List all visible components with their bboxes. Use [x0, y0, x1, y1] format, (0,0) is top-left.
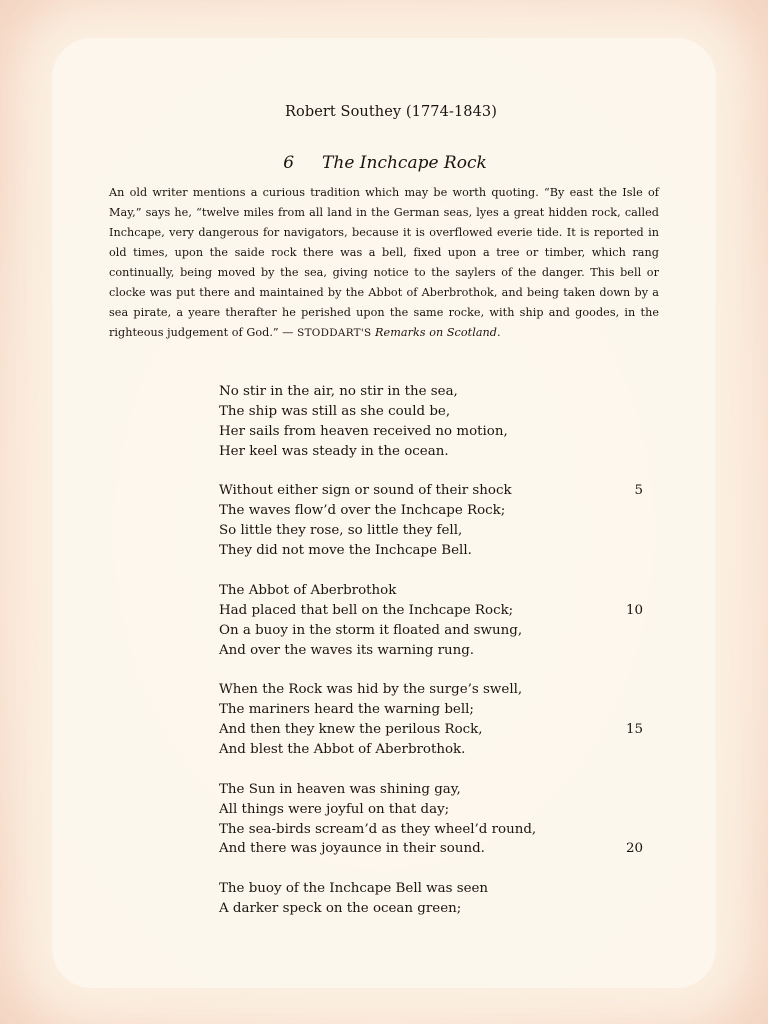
poem-line-text: The waves flow’d over the Inchcape Rock;	[219, 503, 506, 519]
stanza-gap	[219, 561, 645, 581]
line-number: 15	[625, 722, 643, 738]
poem-line	[219, 382, 645, 402]
author-heading: Robert Southey (1774-1843)	[284, 104, 498, 120]
poem-line	[219, 641, 645, 661]
poem-line	[219, 541, 645, 561]
poem-line-text: Her keel was steady in the ocean.	[219, 443, 449, 459]
poem-line	[219, 720, 645, 740]
poem-line	[219, 839, 645, 859]
poem-line	[219, 501, 645, 521]
stanza-gap	[219, 859, 645, 879]
poem-line-text: So little they rose, so little they fell,	[219, 523, 463, 539]
poem-line	[219, 581, 645, 601]
poem-line	[219, 422, 645, 442]
poem-line	[219, 780, 645, 800]
poem-line	[219, 800, 645, 820]
poem-line	[219, 740, 645, 760]
poem-line	[219, 820, 645, 840]
poem-line-text: And blest the Abbot of Aberbrothok.	[219, 742, 466, 758]
stanza-gap	[219, 760, 645, 780]
poem-line-text: Had placed that bell on the Inchcape Rock;	[219, 602, 514, 618]
poem-line	[219, 879, 645, 899]
poem-number: 6	[283, 153, 295, 173]
poem-line-text: On a buoy in the storm it floated and swung,	[219, 622, 523, 638]
poem-line	[219, 402, 645, 422]
poem-line	[219, 521, 645, 541]
line-number: 10	[625, 602, 643, 618]
line-number: 5	[634, 483, 643, 499]
stanza-gap	[219, 660, 645, 680]
intro-dash: —	[278, 326, 298, 339]
poem-body	[219, 382, 645, 919]
poem-line-text: The Sun in heaven was shining gay,	[219, 781, 461, 797]
poem-line-text: No stir in the air, no stir in the sea,	[219, 384, 458, 399]
poem-line	[219, 680, 645, 700]
intro-text: An old writer mentions a curious tradition which may be worth quoting. “By east the Isle of May,” says he, “twelve miles from all land in the German seas, lyes a great hidden rock, called Inchcape, very dangerous for navigators, because it is overflowed everie tide. It is reported in old times, upon the saide rock there was a bell, fixed upon a tree or timber, which rang continually, being moved by the sea, giving notice to the saylers of the danger. This bell or clocke was put there and maintained by the Abbot of Aberbrothok, and being taken down by a sea pirate, a yeare therafter he perished upon the same rocke, with ship and goodes, in the righteous judgement of God.”	[109, 186, 659, 339]
intro-work-title: Remarks on Scotland	[375, 326, 498, 339]
poem-line-text: The sea-birds scream’d as they wheel’d round,	[219, 821, 537, 837]
poem-line	[219, 700, 645, 720]
poem-line-text: Her sails from heaven received no motion,	[219, 423, 508, 439]
poem-line-text: A darker speck on the ocean green;	[219, 901, 462, 917]
poem-title: The Inchcape Rock	[322, 153, 487, 173]
intro-credit: STODDART'S	[297, 327, 372, 339]
poem-line	[219, 621, 645, 641]
line-number: 20	[625, 841, 643, 857]
poem-line-text: And then they knew the perilous Rock,	[219, 722, 483, 738]
stanza-gap	[219, 462, 645, 482]
poem-line-text: The ship was still as she could be,	[219, 403, 451, 419]
poem-line-text: And there was joyaunce in their sound.	[219, 841, 485, 857]
poem-line	[219, 899, 645, 919]
poem-line-text: The Abbot of Aberbrothok	[219, 582, 397, 598]
poem-line-text: All things were joyful on that day;	[219, 801, 450, 817]
intro-paragraph	[109, 183, 659, 343]
poem-line	[219, 481, 645, 501]
intro-end: .	[497, 326, 501, 339]
poem-title-row	[0, 153, 768, 173]
poem-line-text: The mariners heard the warning bell;	[219, 702, 474, 718]
poem-line-text: When the Rock was hid by the surge’s swell,	[219, 682, 523, 698]
poem-line-text: And over the waves its warning rung.	[219, 642, 475, 658]
poem-line	[219, 442, 645, 462]
poem-line-text: They did not move the Inchcape Bell.	[219, 543, 472, 559]
poem-line-text: Without either sign or sound of their shock	[219, 483, 512, 499]
poem-line	[219, 601, 645, 621]
poem-line-text: The buoy of the Inchcape Bell was seen	[219, 881, 489, 897]
